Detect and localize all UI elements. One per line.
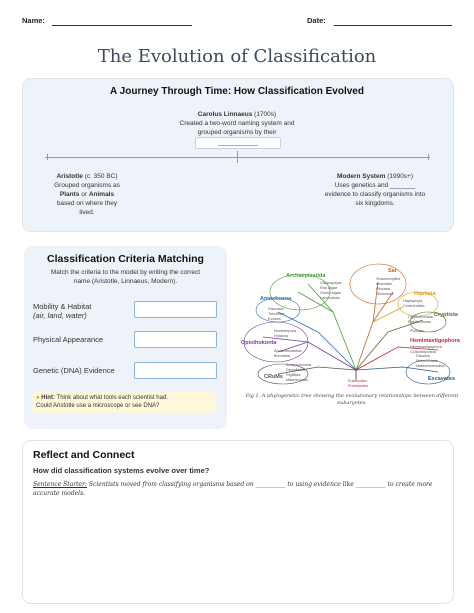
aristotle-or: or — [81, 191, 87, 198]
hint-line-1: Think about what tools each scientist had. — [56, 395, 168, 401]
sentence-starter[interactable] — [33, 480, 448, 498]
tree-leaf-label: Discoba — [416, 354, 430, 358]
label-hemimastigophora: Hemimastigophora — [410, 338, 460, 344]
tree-leaf-label: Discosea — [268, 307, 284, 311]
caption-line-1: Fig 1. A phylogenetic tree showing the evolutionary relationships between different — [245, 393, 459, 399]
tree-leaf-label: Stramenopiles — [376, 277, 401, 281]
label-amoebozoa: Amoebozoa — [260, 296, 292, 302]
reflect-panel — [22, 440, 454, 604]
linnaeus-block — [137, 110, 337, 137]
tree-leaf-label: Ancyromonads — [286, 363, 312, 367]
tree-leaf-label: Holozoa — [274, 334, 288, 338]
mobility-sub: (air, land, water) — [33, 311, 87, 320]
tree-leaf-label: Mantamonas — [286, 378, 308, 382]
tree-leaf-label: Palpitomonas — [408, 320, 432, 324]
tree-leaf-label: Evosea — [268, 317, 281, 321]
tree-leaf-label: Tubulinea — [268, 312, 285, 316]
hint-line-2: Could Aristotle use a microscope or see DNA? — [36, 403, 160, 409]
aristotle-block — [22, 172, 152, 217]
instructions-line-2: name (Aristotle, Linnaeus, Modern). — [73, 278, 178, 285]
aristotle-line1: Grouped organisms as — [54, 182, 120, 189]
timeline-tick-right — [428, 154, 429, 160]
linnaeus-blank-box[interactable] — [195, 137, 281, 149]
modern-line2: evidence to classify organisms into — [324, 191, 426, 198]
caption-line-2: eukaryotes. — [337, 400, 367, 406]
timeline-tick-middle — [237, 151, 238, 163]
label-excavates: Excavates — [428, 376, 455, 382]
phylogenetic-tree-figure — [238, 262, 460, 390]
modern-name: Modern System — [336, 173, 386, 180]
tree-leaf-label: Malawimonadida — [416, 364, 445, 368]
reflect-question: How did classification systems evolve over time? — [33, 466, 210, 475]
matching-instructions — [24, 268, 227, 286]
reflect-heading: Reflect and Connect — [33, 449, 135, 461]
page-title: The Evolution of Classification — [97, 46, 377, 67]
label-crums: CRuMs — [264, 374, 283, 380]
tree-leaf-label: Land plants — [320, 296, 340, 300]
starter-text: Scientists moved from classifying organisms based on __________ to using evidence like __________ to create more — [88, 481, 433, 488]
label-haptista: Haptista — [414, 291, 436, 297]
label-cryptista: Cryptista — [434, 312, 458, 318]
tree-leaf-label: Diphylleida — [286, 368, 305, 372]
genetic-answer-input[interactable] — [134, 362, 217, 379]
modern-line3: six kingdoms. — [355, 200, 395, 207]
label-archaeplastida: Archaeplastida — [286, 273, 326, 279]
criteria-label-genetic: Genetic (DNA) Evidence — [33, 366, 115, 375]
tree-leaf-label: Telonemia — [376, 292, 394, 296]
modern-line1: Uses genetics and _______ — [334, 182, 416, 189]
aristotle-line3: based on where they — [56, 200, 118, 207]
criteria-label-appearance: Physical Appearance — [33, 335, 104, 344]
tree-leaf-label: Eukaryotes — [348, 379, 367, 383]
date-label: Date: — [307, 16, 326, 25]
appearance-answer-input[interactable] — [134, 331, 217, 348]
tree-leaf-label: Red algae — [320, 286, 338, 290]
timeline-tick-left — [47, 154, 48, 160]
aristotle-era: (c. 350 BC) — [84, 173, 118, 180]
aristotle-plants: Plants — [59, 191, 80, 198]
aristotle-animals: Animals — [88, 191, 115, 198]
label-sar: Sar — [388, 268, 397, 274]
tree-leaf-label: Alveolata — [376, 282, 392, 286]
tree-leaf-label: Apusomonadida — [274, 349, 302, 353]
timeline-heading: A Journey Through Time: How Classification Evolved — [110, 86, 364, 97]
tree-leaf-label: Collodictyonida — [410, 350, 436, 354]
mobility-label: Mobility & Habitat — [33, 302, 92, 311]
linnaeus-era: (1700s) — [254, 111, 277, 118]
aristotle-line4: lived. — [79, 209, 95, 216]
tree-leaf-label: Picozoa — [410, 329, 424, 333]
modern-block — [300, 172, 450, 208]
tree-leaf-label: Prokaryotes — [348, 384, 369, 388]
mobility-answer-input[interactable] — [134, 301, 217, 318]
tree-leaf-label: Centrohelida — [403, 304, 425, 308]
linnaeus-blank: ___________ — [218, 139, 258, 146]
tree-leaf-label: Haptophyta — [403, 299, 423, 303]
linnaeus-line1: Created a two-word naming system and — [179, 120, 295, 127]
label-opisthokonta: Opisthokonta — [241, 340, 277, 346]
lightbulb-icon: ● — [36, 395, 40, 401]
starter-label: Sentence Starter: — [33, 481, 87, 488]
tree-leaf-label: Nucletmycea — [274, 329, 296, 333]
instructions-line-1: Match the criteria to the model by writing the correct — [50, 269, 201, 276]
starter-text-2: accurate models. — [33, 490, 86, 497]
linnaeus-name: Carolus Linnaeus — [197, 111, 253, 118]
tree-leaf-label: Metamonads — [416, 359, 438, 363]
aristotle-name: Aristotle — [56, 173, 83, 180]
name-label: Name: — [22, 16, 45, 25]
tree-leaf-label: Hemimastigophora — [410, 345, 442, 349]
figure-caption — [242, 393, 462, 407]
tree-leaf-label: Rhizaria — [376, 287, 390, 291]
tree-leaf-label: Cryptomonads — [408, 315, 433, 319]
name-field[interactable] — [52, 25, 192, 26]
modern-era: (1990s+) — [387, 173, 414, 180]
tree-leaf-label: Glaucophyta — [320, 281, 342, 285]
hint-label: Hint: — [41, 395, 55, 401]
tree-leaf-label: Green algae — [320, 291, 341, 295]
criteria-label-mobility — [33, 302, 91, 320]
tree-leaf-label: Breviatea — [274, 354, 291, 358]
linnaeus-line2: grouped organisms by their — [197, 129, 277, 136]
date-field[interactable] — [334, 25, 452, 26]
hint-box — [32, 392, 216, 413]
matching-heading: Classification Criteria Matching — [47, 253, 204, 265]
tree-leaf-label: Rigifilida — [286, 373, 301, 377]
